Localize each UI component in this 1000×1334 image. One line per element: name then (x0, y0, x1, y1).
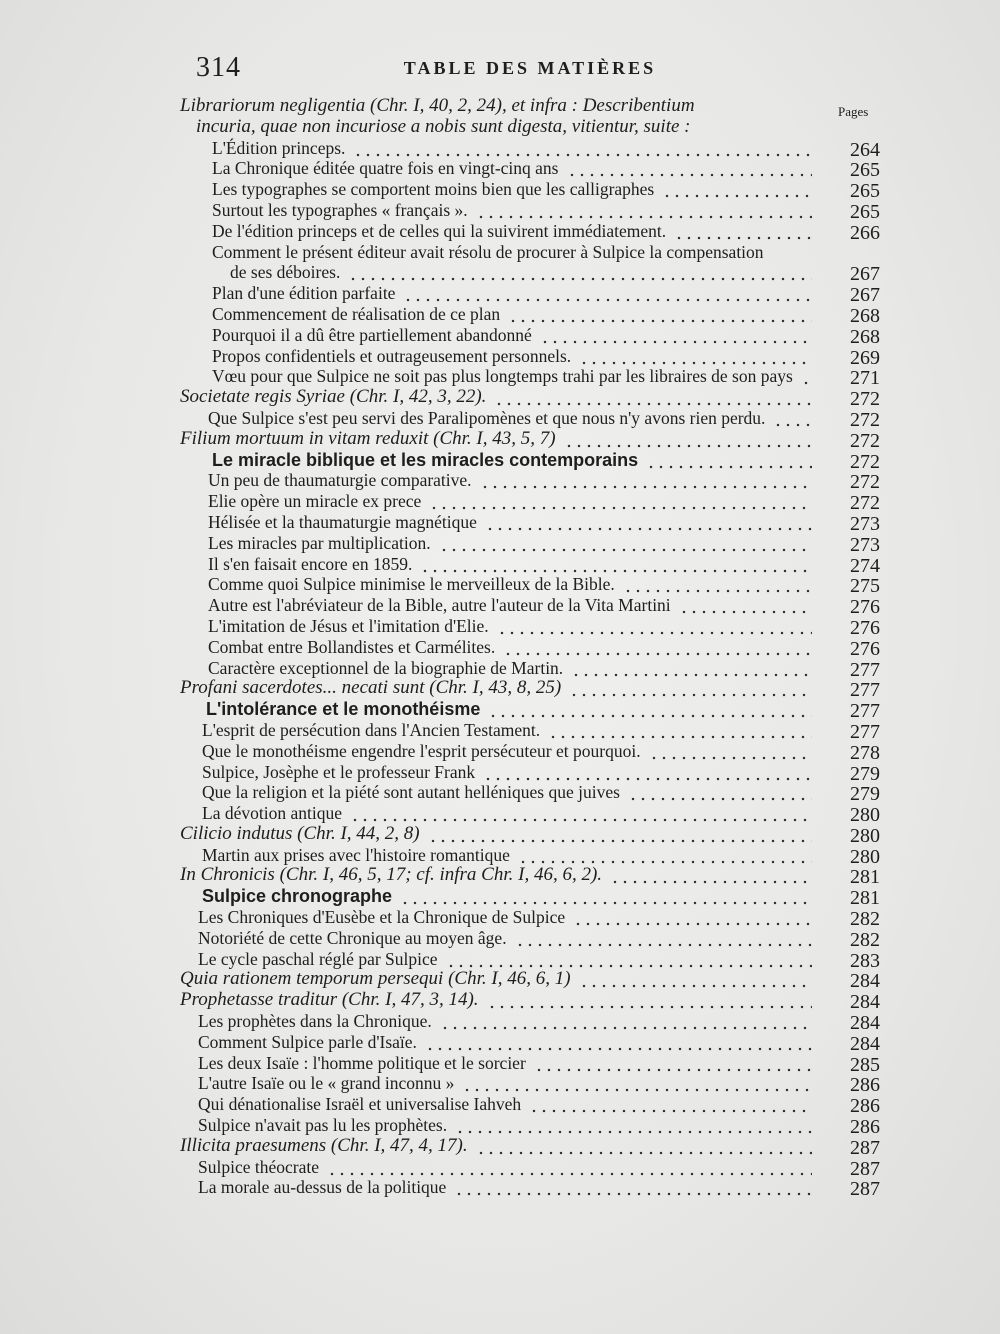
toc-entry-page: 274 (850, 554, 880, 577)
toc-entry-title: L'autre Isaïe ou le « grand inconnu » (198, 1073, 455, 1094)
toc-entry-page: 272 (850, 429, 880, 452)
toc-entry-page: 277 (850, 700, 880, 723)
toc-entry-title: Le cycle paschal réglé par Sulpice (198, 948, 438, 969)
toc-entry-title: Hélisée et la thaumaturgie magnétique (208, 511, 477, 532)
toc-entry-title: Prophetasse traditur (Chr. I, 47, 3, 14). (180, 989, 479, 1011)
toc-entry-title: Surtout les typographes « français ». (212, 199, 468, 220)
toc-entry (0, 968, 1000, 993)
page-number: 314 (196, 52, 241, 83)
dot-leader (644, 450, 812, 470)
toc-entry-title: Filium mortuum in vitam reduxit (Chr. I, 43, 5, 7) (180, 427, 556, 449)
toc-entry-title: Vœu pour que Sulpice ne soit pas plus longtemps trahi par les libraires de son pays (212, 366, 793, 387)
toc-entry-title: Que Sulpice s'est peu servi des Paralipomènes et que nous n'y avons rien perdu. (208, 407, 766, 428)
dot-leader (577, 346, 812, 366)
toc-entry-page: 287 (850, 1178, 880, 1201)
dot-leader (495, 616, 812, 636)
toc-entry (0, 677, 1000, 702)
toc-entry (0, 262, 1000, 286)
toc-entry-title: Societate regis Syriae (Chr. I, 42, 3, 22). (180, 386, 487, 408)
toc-entry-title: Commencement de réalisation de ce plan (212, 303, 501, 324)
toc-entry (0, 200, 1000, 221)
toc-entry-page: 285 (850, 1053, 880, 1076)
toc-entry (0, 96, 1000, 117)
dot-leader (453, 1115, 812, 1135)
dot-leader (474, 1136, 812, 1156)
toc-entry (0, 1136, 1000, 1157)
toc-entry-page: 284 (850, 1032, 880, 1055)
dot-leader (483, 512, 812, 532)
dot-leader (799, 366, 812, 386)
toc-entry (0, 595, 1000, 619)
toc-entry-page: 269 (850, 346, 880, 369)
toc-entry-page: 272 (850, 388, 880, 411)
toc-entry-title: Sulpice théocrate (198, 1156, 319, 1177)
dot-leader (660, 179, 812, 199)
toc-entry (0, 989, 1000, 1014)
toc-entry-title: Comment le présent éditeur avait résolu de procurer à Sulpice la compensation (212, 241, 764, 262)
toc-entry (0, 346, 1000, 367)
toc-entry (0, 1177, 1000, 1201)
toc-entry-title: Profani sacerdotes... necati sunt (Chr. I, 43, 8, 25) (180, 677, 562, 699)
toc-entry (0, 158, 1000, 182)
dot-leader (423, 1032, 812, 1052)
toc-entry-page: 281 (850, 887, 880, 910)
toc-entry-page: 265 (850, 159, 880, 182)
toc-entry-title: Autre est l'abréviateur de la Bible, autre l'auteur de la Vita Martini (208, 595, 671, 616)
toc-entry (0, 864, 1000, 889)
dot-leader (562, 429, 812, 449)
toc-entry-page: 281 (850, 866, 880, 889)
toc-entry-page: 267 (850, 263, 880, 286)
toc-entry-title: Il s'en faisait encore en 1859. (208, 553, 413, 574)
dot-leader (418, 554, 812, 574)
toc-entry (0, 386, 1000, 411)
toc-entry-page: 286 (850, 1116, 880, 1139)
dot-leader (485, 990, 812, 1010)
toc-entry-page: 282 (850, 928, 880, 951)
toc-entry-title: Un peu de thaumaturgie comparative. (208, 470, 472, 491)
toc-entry-title: Illicita praesumens (Chr. I, 47, 4, 17). (180, 1134, 468, 1156)
dot-leader (565, 158, 813, 178)
toc-entry-title: Sulpice n'avait pas lu les prophètes. (198, 1115, 448, 1136)
toc-entry (0, 845, 1000, 866)
toc-entry (0, 824, 1000, 845)
toc-entry-title: Comment Sulpice parle d'Isaïe. (198, 1031, 417, 1052)
toc-entry (0, 179, 1000, 203)
toc-entry (0, 658, 1000, 679)
toc-entry-page: 287 (850, 1136, 880, 1159)
toc-entry-page: 276 (850, 637, 880, 660)
dot-leader (672, 221, 812, 241)
toc-entry (0, 720, 1000, 741)
toc-entry (0, 491, 1000, 515)
dot-leader (351, 138, 812, 158)
toc-entry-title: Notoriété de cette Chronique au moyen âge. (198, 927, 507, 948)
toc-entry-page: 273 (850, 512, 880, 535)
dot-leader (506, 304, 812, 324)
dot-leader (486, 699, 812, 719)
toc-entry-title: Les typographes se comportent moins bien que les calligraphes (212, 179, 655, 200)
toc-entry-page: 280 (850, 804, 880, 827)
toc-entry (0, 366, 1000, 390)
toc-entry-title: Propos confidentiels et outrageusement personnels. (212, 345, 572, 366)
toc-entry-title: de ses déboires. (230, 262, 341, 283)
dot-leader (513, 928, 812, 948)
toc-entry-title: Cilicio indutus (Chr. I, 44, 2, 8) (180, 822, 420, 844)
toc-entry-title: La morale au-dessus de la politique (198, 1177, 447, 1198)
toc-entry (0, 512, 1000, 533)
toc-entry-page: 276 (850, 616, 880, 639)
toc-entry (0, 762, 1000, 783)
toc-entry-page: 273 (850, 533, 880, 556)
toc-entry-page: 276 (850, 596, 880, 619)
dot-leader (546, 720, 812, 740)
toc-entry-title: Plan d'une édition parfaite (212, 283, 396, 304)
toc-entry-page: 265 (850, 200, 880, 223)
toc-entry-title: De l'édition princeps et de celles qui la suivirent immédiatement. (212, 220, 667, 241)
pages-column-label: Pages (838, 104, 869, 119)
toc-entry-title: L'intolérance et le monothéisme (206, 699, 481, 720)
dot-leader (492, 387, 812, 407)
toc-entry (0, 408, 1000, 429)
dot-leader (577, 969, 812, 989)
toc-entry-title: Les prophètes dans la Chronique. (198, 1011, 432, 1032)
toc-entry-page: 267 (850, 284, 880, 307)
toc-entry-title: Qui dénationalise Israël et universalise Iahveh (198, 1094, 522, 1115)
dot-leader (516, 845, 812, 865)
toc-entry-page: 283 (850, 949, 880, 972)
toc-entry-page: 284 (850, 970, 880, 993)
toc-entry-title: Librariorum negligentia (Chr. I, 40, 2, 24), et infra : Describentium (180, 95, 695, 116)
toc-entry (0, 325, 1000, 346)
toc-entry-page: 268 (850, 304, 880, 327)
toc-entry (0, 699, 1000, 723)
toc-entry-title: Caractère exceptionnel de la biographie de Martin. (208, 657, 564, 678)
toc-entry-page: 277 (850, 679, 880, 702)
toc-entry-page: 264 (850, 138, 880, 161)
dot-leader (401, 283, 812, 303)
dot-leader (325, 1157, 812, 1177)
toc-entry-title: Sulpice, Josèphe et le professeur Frank (202, 761, 476, 782)
toc-entry-title: La Chronique éditée quatre fois en vingt-cinq ans (212, 158, 559, 179)
toc-entry (0, 1053, 1000, 1074)
toc-entry-title: L'Édition princeps. (212, 137, 346, 158)
toc-entry (0, 574, 1000, 598)
toc-entry-page: 275 (850, 575, 880, 598)
toc-entry-page: 279 (850, 762, 880, 785)
toc-entry-page: 284 (850, 991, 880, 1014)
toc-entry-title: L'esprit de persécution dans l'Ancien Testament. (202, 719, 541, 740)
toc-entry-page: 272 (850, 450, 880, 473)
toc-entry (0, 138, 1000, 159)
toc-entry-page: 278 (850, 741, 880, 764)
toc-entry-title: Les Chroniques d'Eusèbe et la Chronique de Sulpice (198, 907, 566, 928)
toc-entry (0, 907, 1000, 931)
toc-entry-page: 280 (850, 845, 880, 868)
toc-entry-page: 268 (850, 325, 880, 348)
toc-entry-page: 287 (850, 1157, 880, 1180)
dot-leader (538, 325, 812, 345)
toc-entry (0, 117, 1000, 138)
toc-entry-page: 266 (850, 221, 880, 244)
dot-leader (427, 491, 812, 511)
dot-leader (426, 824, 812, 844)
toc-entry (0, 554, 1000, 575)
dot-leader (452, 1177, 812, 1197)
toc-entry-page: 286 (850, 1074, 880, 1097)
toc-entry-title: L'imitation de Jésus et l'imitation d'Elie. (208, 615, 489, 636)
dot-leader (771, 408, 812, 428)
toc-entry-title: Elie opère un miracle ex prece (208, 491, 422, 512)
toc-entry-title: Martin aux prises avec l'histoire romantique (202, 844, 510, 865)
dot-leader (501, 637, 812, 657)
toc-entry-title: Comme quoi Sulpice minimise le merveilleux de la Bible. (208, 574, 615, 595)
dot-leader (647, 741, 812, 761)
toc-entry (0, 283, 1000, 307)
dot-leader (677, 595, 812, 615)
dot-leader (438, 1011, 812, 1031)
dot-leader (348, 803, 812, 823)
toc-entry-title: Que la religion et la piété sont autant helléniques que juives (202, 782, 620, 803)
toc-entry-title: Pourquoi il a dû être partiellement abandonné (212, 324, 532, 345)
dot-leader (398, 886, 812, 906)
dot-leader (567, 678, 812, 698)
toc-entry-title: Les miracles par multiplication. (208, 532, 431, 553)
toc-entry-page: 277 (850, 658, 880, 681)
dot-leader (478, 470, 812, 490)
dot-leader (437, 533, 812, 553)
toc-entry-page: 265 (850, 180, 880, 203)
dot-leader (571, 907, 812, 927)
dot-leader (527, 1094, 812, 1114)
toc-entry-page: 284 (850, 1012, 880, 1035)
dot-leader (481, 762, 812, 782)
dot-leader (460, 1073, 812, 1093)
toc-entry-title: Combat entre Bollandistes et Carmélites. (208, 636, 496, 657)
toc-entry (0, 1115, 1000, 1139)
toc-entry (0, 886, 1000, 910)
dot-leader (626, 782, 812, 802)
toc-entry (0, 221, 1000, 242)
toc-entry-title: Les deux Isaïe : l'homme politique et le sorcier (198, 1052, 526, 1073)
toc-entry-title: Le miracle biblique et les miracles contemporains (212, 449, 639, 470)
toc-entry-page: 271 (850, 367, 880, 390)
toc-entry (0, 450, 1000, 471)
toc-entry (0, 1011, 1000, 1035)
toc-entry (0, 782, 1000, 806)
running-head: TABLE DES MATIÈRES (403, 58, 657, 78)
toc-entry (0, 304, 1000, 325)
toc-entry-page: 280 (850, 824, 880, 847)
toc-entry (0, 429, 1000, 450)
dot-leader (474, 200, 812, 220)
toc-entry (0, 741, 1000, 762)
table-of-contents (0, 95, 1000, 1201)
toc-entry-title: Quia rationem temporum persequi (Chr. I, 46, 6, 1) (180, 968, 571, 990)
toc-entry (0, 637, 1000, 658)
toc-entry (0, 1073, 1000, 1097)
toc-entry (0, 242, 1000, 263)
toc-entry-page: 282 (850, 908, 880, 931)
toc-entry-page: 272 (850, 408, 880, 431)
toc-entry-page: 272 (850, 471, 880, 494)
dot-leader (346, 262, 812, 282)
toc-entry (0, 1157, 1000, 1178)
toc-entry-page: 277 (850, 720, 880, 743)
toc-entry-title: Sulpice chronographe (202, 886, 393, 907)
dot-leader (621, 574, 812, 594)
toc-entry (0, 616, 1000, 637)
toc-entry (0, 928, 1000, 949)
toc-entry (0, 533, 1000, 554)
toc-entry-title: incuria, quae non incuriose a nobis sunt digesta, vitientur, suite : (196, 115, 691, 137)
toc-entry-page: 272 (850, 492, 880, 515)
toc-entry-title: La dévotion antique (202, 803, 342, 824)
toc-entry (0, 1032, 1000, 1053)
toc-entry (0, 949, 1000, 970)
toc-entry-page: 279 (850, 783, 880, 806)
dot-leader (532, 1053, 812, 1073)
toc-entry (0, 1094, 1000, 1118)
toc-entry (0, 803, 1000, 827)
dot-leader (608, 865, 812, 885)
toc-entry-title: In Chronicis (Chr. I, 46, 5, 17; cf. infra Chr. I, 46, 6, 2). (180, 864, 603, 886)
dot-leader (444, 949, 812, 969)
toc-entry-page: 286 (850, 1095, 880, 1118)
toc-entry-title: Que le monothéisme engendre l'esprit persécuteur et pourquoi. (202, 740, 641, 761)
dot-leader (569, 658, 812, 678)
toc-entry (0, 470, 1000, 494)
